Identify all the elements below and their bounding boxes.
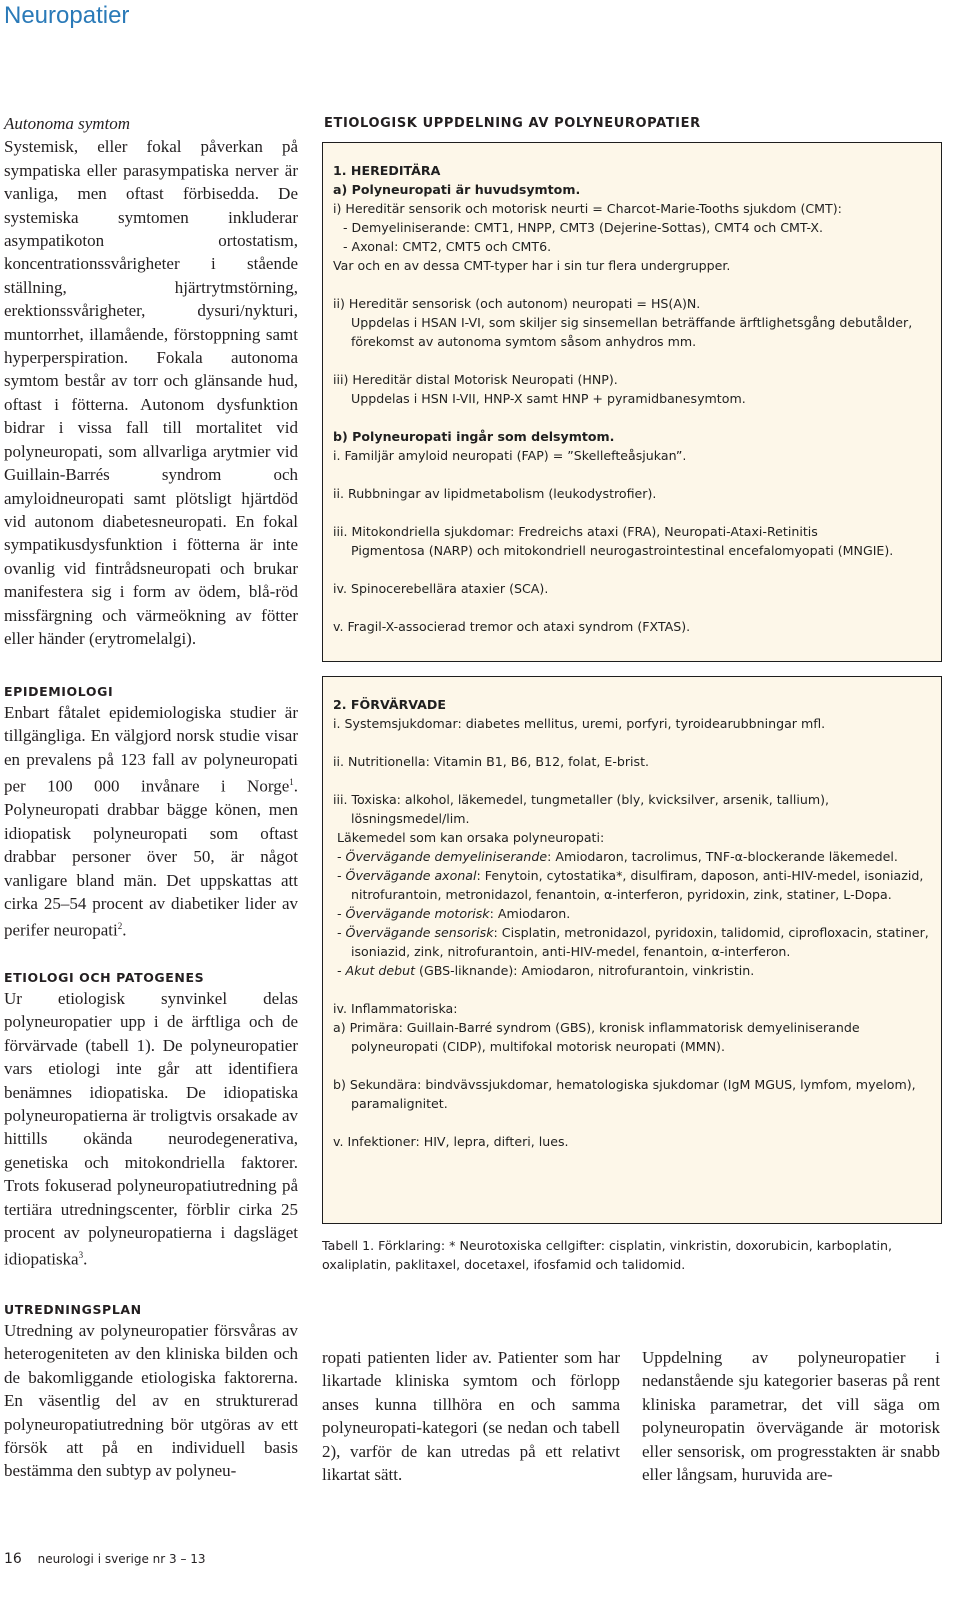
- table-box-forvarvade: [322, 676, 942, 1224]
- box2-line-7-text: : Fenytoin, cytostatika*, disulfiram, daposon, anti-HIV-medel, isoniazid, nitrofurantoin, metronidazol, fenantoin, α-interferon, pyridoxin, zink, statiner, L-Dopa.: [351, 868, 924, 902]
- utredning-text: Utredning av polyneuropatier försvåras av heterogeniteten av den kliniska bilden och de bakomliggande etiologiska faktorerna. En väsentlig del av en strukturerad polyneuropatiutredning bör utgöras av ett försök att på en individuell basis bestämma den subtyp av polyneu-: [4, 1321, 298, 1481]
- etiologi-heading: ETIOLOGI OCH PATOGENES: [4, 970, 205, 985]
- box1-line-11: b) Polyneuropati ingår som delsymtom.: [333, 429, 615, 444]
- box1-line-14: iii. Mitokondriella sjukdomar: Fredreichs ataxi (FRA), Neuropati-Ataxi-Retinitis: [333, 524, 818, 539]
- utredning-section: [4, 1302, 298, 1483]
- page-number: 16: [4, 1551, 22, 1567]
- box1-line-9: iii) Hereditär distal Motorisk Neuropati (HNP).: [333, 372, 618, 387]
- etiologi-text-b: .: [83, 1250, 88, 1270]
- box1-line-13: ii. Rubbningar av lipidmetabolism (leukodystrofier).: [333, 486, 657, 501]
- box2-line-7-label: - Övervägande axonal: [337, 868, 477, 883]
- box1-line-7: ii) Hereditär sensorisk (och autonom) neuropati = HS(A)N.: [333, 296, 701, 311]
- box1-line-16: iv. Spinocerebellära ataxier (SCA).: [333, 581, 549, 596]
- box2-line-3: ii. Nutritionella: Vitamin B1, B6, B12, folat, E-brist.: [333, 754, 650, 769]
- epidemiologi-text: [4, 701, 298, 942]
- box2-line-14: v. Infektioner: HIV, lepra, difteri, lues.: [333, 1134, 569, 1149]
- box1-line-8: Uppdelas i HSAN I-VI, som skiljer sig sinsemellan beträffande ärftlighetsgång debutålder, förekomst av autonoma symtom såsom anhydros mm.: [351, 315, 913, 349]
- mid-column-text: ropati patienten lider av. Patienter som har likartade kliniska symtom och förlopp anses kunna tillhöra en och samma polyneuropati-kategori (se nedan och tabell 2), varför de kan utredas på ett relativt likartat sätt.: [322, 1348, 620, 1485]
- box2-line-8-label: - Övervägande motorisk: [337, 906, 490, 921]
- box2-line-10-label: - Akut debut: [337, 963, 416, 978]
- epidemiologi-text-c: .: [122, 920, 127, 940]
- page-footer: [4, 1551, 206, 1567]
- box1-line-1: 1. HEREDITÄRA: [333, 163, 441, 178]
- page-title: Neuropatier: [4, 2, 130, 29]
- table-caption: Tabell 1. Förklaring: * Neurotoxiska cellgifter: cisplatin, vinkristin, doxorubicin, karboplatin, oxaliplatin, paklitaxel, docetaxel, ifosfamid och talidomid.: [322, 1238, 893, 1272]
- box2-line-9: [333, 923, 933, 961]
- box1-line-4: - Demyeliniserande: CMT1, HNPP, CMT3 (Dejerine-Sottas), CMT4 och CMT-X.: [343, 220, 823, 235]
- box2-line-11: iv. Inflammatoriska:: [333, 1001, 458, 1016]
- box1-line-17: v. Fragil-X-associerad tremor och ataxi syndrom (FXTAS).: [333, 619, 691, 634]
- box1-line-5: - Axonal: CMT2, CMT5 och CMT6.: [343, 239, 552, 254]
- box2-line-6-label: - Övervägande demyeliniserande: [337, 849, 548, 864]
- box1-line-6: Var och en av dessa CMT-typer har i sin tur flera undergrupper.: [333, 258, 731, 273]
- epidemiologi-heading: EPIDEMIOLOGI: [4, 684, 114, 699]
- etiologi-text: [4, 987, 298, 1272]
- box2-line-8-text: : Amiodaron.: [489, 906, 571, 921]
- box2-line-4: iii. Toxiska: alkohol, läkemedel, tungmetaller (bly, kvicksilver, arsenik, tallium), lösningsmedel/lim.: [333, 792, 830, 826]
- box1-line-10: Uppdelas i HSN I-VII, HNP-X samt HNP + pyramidbanesymtom.: [351, 391, 746, 406]
- etiologi-text-a: Ur etiologisk synvinkel delas polyneuropatier upp i de ärftliga och de förvärvade (tabell 1). De polyneuropatier vars etiologi inte går att identifiera benämnes idiopatiska. De idiopatiska polyneuropatierna är troligtvis orsakade av hittills okända neurodegenerativa, genetiska och mitokondriella faktorer. Trots fokuserad polyneuropatiutredning på tertiära utredningscenter, förblir cirka 25 procent av polyneuropatierna i dagsläget idiopatiska: [4, 989, 298, 1270]
- box2-line-12: a) Primära: Guillain-Barré syndrom (GBS), kronisk inflammatorisk demyeliniserande polyneuropati (CIDP), multifokal motorisk neuropati (MMN).: [333, 1020, 860, 1054]
- etiologi-section: [4, 970, 298, 1272]
- autonom-text: Systemisk, eller fokal påverkan på sympatiska eller parasympatiska nerver är vanliga, men oftast förbisedda. De systemiska symtomen inkluderar asympatikoton ortostatism, koncentrationssvårigheter i stående ställning, hjärtrytmstörning, erektionssvårigheter, dysuri/nykturi, muntorrhet, illamående, förstoppning samt hyperperspiration. Fokala autonoma symtom består av torr och glänsande hud, oftast i fötterna. Autonom dysfunktion bidrar i vissa fall till mortalitet vid polyneuropati, som allvarliga arytmier vid Guillain-Barrés syndrom och amyloidneuropati samt plötsligt hjärtdöd vid autonom diabetesneuropati. En fokal sympatikusdysfunktion i fötterna är inte ovanlig vid fintrådsneuropati och brukar manifestera sig i form av ödem, blå-röd missfärgning och värmeökning av fötter eller händer (erytromelalgi).: [4, 137, 298, 648]
- box1-line-3: i) Hereditär sensorik och motorisk neurti = Charcot-Marie-Tooths sjukdom (CMT):: [333, 201, 842, 216]
- epidemiologi-section: [4, 684, 298, 942]
- box2-line-1: 2. FÖRVÄRVADE: [333, 697, 446, 712]
- right-column-text: Uppdelning av polyneuropatier i nedanstående sju kategorier baseras på rent kliniska parametrar, det vill säga om polyneuropatin övervägande är motorisk eller sensorisk, om progresstakten är snabb eller långsam, huruvida are-: [642, 1348, 940, 1485]
- reference-2: 2: [117, 921, 123, 932]
- box1-line-2: a) Polyneuropati är huvudsymtom.: [333, 182, 581, 197]
- reference-1: 1: [289, 777, 294, 788]
- box2-line-9-label: - Övervägande sensorisk: [337, 925, 494, 940]
- utredning-heading: UTREDNINGSPLAN: [4, 1302, 142, 1317]
- box2-line-10: [333, 961, 933, 980]
- box2-line-8: [333, 904, 933, 923]
- reference-3: 3: [78, 1250, 84, 1261]
- box2-line-6: [333, 847, 933, 866]
- journal-name: neurologi i sverige nr 3 – 13: [37, 1552, 206, 1566]
- box1-line-12: i. Familjär amyloid neuropati (FAP) = ”Skellefteåsjukan”.: [333, 448, 687, 463]
- box1-line-15: Pigmentosa (NARP) och mitokondriell neurogastrointestinal encefalomyopati (MNGIE).: [351, 543, 894, 558]
- box2-line-6-text: : Amiodaron, tacrolimus, TNF-α-blockerande läkemedel.: [547, 849, 898, 864]
- box2-line-13: b) Sekundära: bindvävssjukdomar, hematologiska sjukdomar (IgM MGUS, lymfom, myelom), paramalignitet.: [333, 1077, 916, 1111]
- epidemiologi-text-a: Enbart fåtalet epidemiologiska studier är tillgängliga. En välgjord norsk studie visar en prevalens på 123 fall av polyneuropati per 100 000 invånare i Norge: [4, 703, 298, 796]
- box2-line-9-text: : Cisplatin, metronidazol, pyridoxin, talidomid, ciprofloxacin, statiner, isoniazid, zink, nitrofurantoin, anti-HIV-medel, fenantoin, α-interferon.: [351, 925, 929, 959]
- box2-line-5: Läkemedel som kan orsaka polyneuropati:: [337, 830, 605, 845]
- box2-line-2: i. Systemsjukdomar: diabetes mellitus, uremi, porfyri, tyroidearubbningar mfl.: [333, 716, 826, 731]
- epidemiologi-text-b: . Polyneuropati drabbar bägge könen, men idiopatisk polyneuropati som oftast drabbar personer över 50, är något vanligare bland män. Det uppskattas att cirka 25–54 procent av diabetiker lider av perifer neuropati: [4, 776, 298, 940]
- table-box-hereditara: [322, 142, 942, 662]
- autonom-section: [4, 112, 298, 650]
- box2-line-10-text: (GBS-liknande): Amiodaron, nitrofurantoin, vinkristin.: [415, 963, 755, 978]
- table-heading: ETIOLOGISK UPPDELNING AV POLYNEUROPATIER: [324, 116, 701, 131]
- autonom-title: Autonoma symtom: [4, 114, 131, 133]
- box2-line-7: [333, 866, 933, 904]
